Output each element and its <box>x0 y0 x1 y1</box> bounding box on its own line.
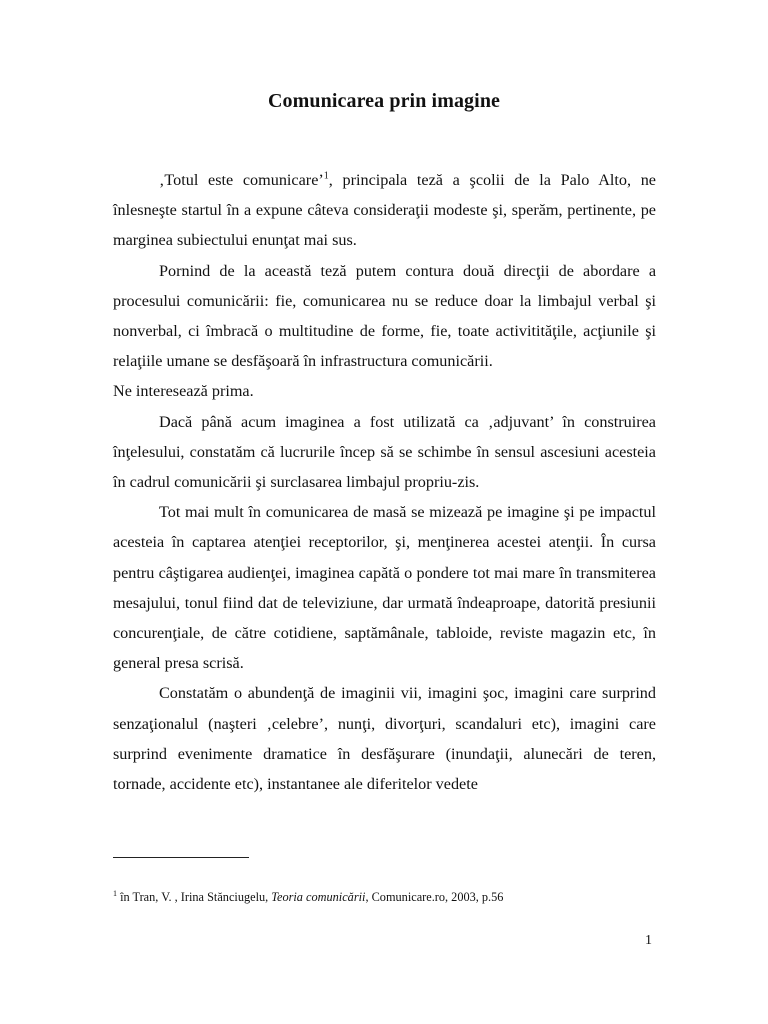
paragraph-6: Constatăm o abundenţă de imaginii vii, imagini şoc, imagini care surprind senzaţionalul (naşteri ‚celebre’, nunţi, divorţuri, scandaluri etc), imagini care surprind evenimente dramatice în desfăşurare (inundaţii, alunecări de teren, tornade, accidente etc), instantanee ale diferitelor vedete <box>113 684 656 794</box>
paragraph-5: Tot mai mult în comunicarea de masă se mizează pe imagine şi pe impactul acesteia în captarea atenţiei receptorilor, şi, menţinerea acestei atenţii. În cursa pentru câştigarea audienţei, imaginea capătă o pondere tot mai mare în transmiterea mesajului, tonul fiind dat de televiziune, dar urmată îndeaproape, datorită presiunii concurenţiale, de către cotidiene, saptămânale, tabloide, reviste magazin etc, în general presa scrisă. <box>113 503 656 673</box>
paragraph-1-rest: , principala teză a şcolii de la Palo Alto, ne înlesneşte startul în a expune câteva consideraţii modeste şi, sperăm, pertinente, pe marginea subiectului enunţat mai sus. <box>113 171 656 250</box>
paragraph-1-start: ‚Totul este comunicare’ <box>159 171 324 189</box>
footnote-reference: 1 <box>323 170 329 182</box>
footnote-book-title: Teoria comunicării <box>271 890 366 904</box>
paragraph-4: Dacă până acum imaginea a fost utilizată ca ‚adjuvant’ în construirea înţelesului, constatăm că lucrurile încep să se schimbe în sensul ascesiuni acesteia în cadrul comunicării şi surclasarea limbajul propriu-zis. <box>113 412 656 492</box>
paragraph-1 <box>113 165 656 256</box>
page-number: 1 <box>645 933 652 948</box>
body-text <box>113 165 656 799</box>
footnote <box>113 889 673 905</box>
footnote-text-start: în Tran, V. , Irina Stănciugelu, <box>117 890 272 904</box>
paragraph-3: Ne interesează prima. <box>113 382 254 401</box>
footnote-separator <box>113 857 249 858</box>
footnote-marker: 1 <box>113 888 117 898</box>
paragraph-2: Pornind de la această teză putem contura două direcţii de abordare a procesului comunicării: fie, comunicarea nu se reduce doar la limbajul verbal şi nonverbal, ci îmbracă o multitudine de forme, fie, toate activitităţile, acţiunile şi relaţiile umane se desfăşoară în infrastructura comunicării. <box>113 261 656 371</box>
footnote-text-end: , Comunicare.ro, 2003, p.56 <box>365 890 504 904</box>
page-title: Comunicarea prin imagine <box>267 90 501 112</box>
